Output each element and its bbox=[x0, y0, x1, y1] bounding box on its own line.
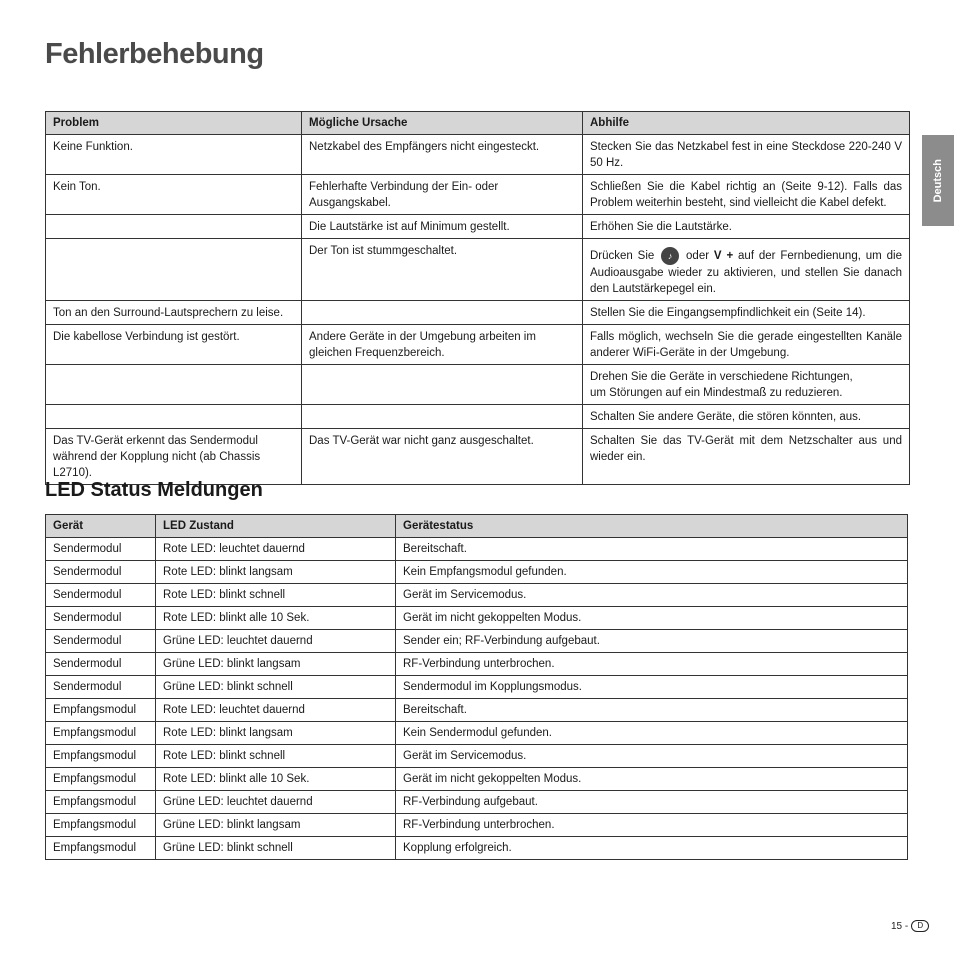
header-led-state: LED Zustand bbox=[156, 515, 396, 538]
table-row bbox=[46, 630, 908, 653]
remedy-cell: Schließen Sie die Kabel richtig an (Seite 9-12). Falls das Problem weiterhin besteht, sind vielleicht die Kabel defekt. bbox=[583, 175, 910, 215]
cause-cell: Andere Geräte in der Umgebung arbeiten im gleichen Frequenzbereich. bbox=[302, 325, 583, 365]
device-cell: Empfangsmodul bbox=[46, 791, 156, 814]
header-device-status: Gerätestatus bbox=[396, 515, 908, 538]
led-section-title: LED Status Meldungen bbox=[45, 479, 263, 501]
led-state-cell: Grüne LED: leuchtet dauernd bbox=[156, 630, 396, 653]
remedy-text-end: auf der Fernbedienung, um die Audioausgabe wieder zu aktivieren, und stellen Sie danach den Lautstärkepegel ein. bbox=[590, 250, 902, 295]
device-status-cell: Gerät im nicht gekoppelten Modus. bbox=[396, 607, 908, 630]
header-problem: Problem bbox=[46, 112, 302, 135]
problem-cell bbox=[46, 215, 302, 239]
device-status-cell: Gerät im nicht gekoppelten Modus. bbox=[396, 768, 908, 791]
device-cell: Sendermodul bbox=[46, 630, 156, 653]
cause-cell bbox=[302, 365, 583, 405]
led-state-cell: Grüne LED: blinkt langsam bbox=[156, 653, 396, 676]
problem-cell bbox=[46, 405, 302, 429]
problem-cell: Keine Funktion. bbox=[46, 135, 302, 175]
header-remedy: Abhilfe bbox=[583, 112, 910, 135]
problem-cell bbox=[46, 239, 302, 301]
remedy-cell: Schalten Sie andere Geräte, die stören könnten, aus. bbox=[583, 405, 910, 429]
device-cell: Empfangsmodul bbox=[46, 814, 156, 837]
problem-cell: Das TV-Gerät erkennt das Sendermodul während der Kopplung nicht (ab Chassis L2710). bbox=[46, 429, 302, 485]
device-cell: Sendermodul bbox=[46, 676, 156, 699]
device-status-cell: Gerät im Servicemodus. bbox=[396, 584, 908, 607]
led-state-cell: Rote LED: leuchtet dauernd bbox=[156, 538, 396, 561]
cause-cell: Netzkabel des Empfängers nicht eingesteckt. bbox=[302, 135, 583, 175]
remedy-cell: Stecken Sie das Netzkabel fest in eine Steckdose 220-240 V 50 Hz. bbox=[583, 135, 910, 175]
table-row bbox=[46, 768, 908, 791]
problem-cell bbox=[46, 365, 302, 405]
device-cell: Empfangsmodul bbox=[46, 722, 156, 745]
led-state-cell: Grüne LED: blinkt langsam bbox=[156, 814, 396, 837]
remedy-cell: Schalten Sie das TV-Gerät mit dem Netzschalter aus und wieder ein. bbox=[583, 429, 910, 485]
header-cause: Mögliche Ursache bbox=[302, 112, 583, 135]
table-row bbox=[46, 837, 908, 860]
device-status-cell: RF-Verbindung unterbrochen. bbox=[396, 814, 908, 837]
device-cell: Sendermodul bbox=[46, 653, 156, 676]
table-header-row bbox=[46, 112, 910, 135]
header-device: Gerät bbox=[46, 515, 156, 538]
table-row bbox=[46, 676, 908, 699]
problem-cell: Die kabellose Verbindung ist gestört. bbox=[46, 325, 302, 365]
remedy-cell bbox=[583, 239, 910, 301]
cause-cell bbox=[302, 405, 583, 429]
remedy-text-or: oder bbox=[686, 250, 710, 263]
remedy-line: Drehen Sie die Geräte in verschiedene Richtungen, bbox=[590, 371, 853, 383]
led-state-cell: Rote LED: blinkt alle 10 Sek. bbox=[156, 768, 396, 791]
cause-cell bbox=[302, 301, 583, 325]
page-title: Fehlerbehebung bbox=[45, 38, 264, 70]
device-cell: Empfangsmodul bbox=[46, 837, 156, 860]
page-number: 15 - bbox=[891, 920, 909, 932]
mute-icon: ♪ bbox=[661, 247, 679, 265]
device-status-cell: Kein Empfangsmodul gefunden. bbox=[396, 561, 908, 584]
device-status-cell: RF-Verbindung aufgebaut. bbox=[396, 791, 908, 814]
cause-cell: Die Lautstärke ist auf Minimum gestellt. bbox=[302, 215, 583, 239]
remedy-cell: Falls möglich, wechseln Sie die gerade eingestellten Kanäle anderer WiFi-Geräte in der Umgebung. bbox=[583, 325, 910, 365]
cause-cell: Der Ton ist stummgeschaltet. bbox=[302, 239, 583, 301]
language-badge: D bbox=[911, 920, 929, 932]
device-cell: Sendermodul bbox=[46, 538, 156, 561]
table-row bbox=[46, 538, 908, 561]
device-cell: Empfangsmodul bbox=[46, 745, 156, 768]
table-row bbox=[46, 175, 910, 215]
table-header-row bbox=[46, 515, 908, 538]
table-row bbox=[46, 699, 908, 722]
table-row bbox=[46, 745, 908, 768]
device-status-cell: Bereitschaft. bbox=[396, 538, 908, 561]
remedy-cell: Erhöhen Sie die Lautstärke. bbox=[583, 215, 910, 239]
device-status-cell: Kopplung erfolgreich. bbox=[396, 837, 908, 860]
device-cell: Empfangsmodul bbox=[46, 768, 156, 791]
device-cell: Sendermodul bbox=[46, 561, 156, 584]
device-status-cell: RF-Verbindung unterbrochen. bbox=[396, 653, 908, 676]
table-row bbox=[46, 791, 908, 814]
led-state-cell: Rote LED: blinkt langsam bbox=[156, 561, 396, 584]
table-row bbox=[46, 365, 910, 405]
led-state-cell: Rote LED: blinkt schnell bbox=[156, 584, 396, 607]
problem-cell: Ton an den Surround-Lautsprechern zu leise. bbox=[46, 301, 302, 325]
led-state-cell: Grüne LED: blinkt schnell bbox=[156, 676, 396, 699]
table-row bbox=[46, 814, 908, 837]
cause-cell: Das TV-Gerät war nicht ganz ausgeschaltet. bbox=[302, 429, 583, 485]
led-status-table bbox=[45, 514, 908, 860]
led-state-cell: Rote LED: blinkt langsam bbox=[156, 722, 396, 745]
problem-cell: Kein Ton. bbox=[46, 175, 302, 215]
table-row bbox=[46, 239, 910, 301]
table-row bbox=[46, 561, 908, 584]
remedy-line: um Störungen auf ein Mindestmaß zu reduzieren. bbox=[590, 387, 843, 399]
remedy-cell bbox=[583, 365, 910, 405]
device-cell: Sendermodul bbox=[46, 584, 156, 607]
table-row bbox=[46, 325, 910, 365]
led-state-cell: Grüne LED: leuchtet dauernd bbox=[156, 791, 396, 814]
table-row bbox=[46, 429, 910, 485]
led-state-cell: Rote LED: blinkt schnell bbox=[156, 745, 396, 768]
device-status-cell: Gerät im Servicemodus. bbox=[396, 745, 908, 768]
troubleshooting-table bbox=[45, 111, 910, 485]
table-row bbox=[46, 215, 910, 239]
device-status-cell: Kein Sendermodul gefunden. bbox=[396, 722, 908, 745]
remedy-text-start: Drücken Sie bbox=[590, 250, 655, 263]
led-state-cell: Grüne LED: blinkt schnell bbox=[156, 837, 396, 860]
led-state-cell: Rote LED: leuchtet dauernd bbox=[156, 699, 396, 722]
table-row bbox=[46, 653, 908, 676]
device-status-cell: Bereitschaft. bbox=[396, 699, 908, 722]
led-state-cell: Rote LED: blinkt alle 10 Sek. bbox=[156, 607, 396, 630]
table-row bbox=[46, 301, 910, 325]
table-row bbox=[46, 135, 910, 175]
device-status-cell: Sender ein; RF-Verbindung aufgebaut. bbox=[396, 630, 908, 653]
page-footer bbox=[891, 920, 929, 932]
table-row bbox=[46, 584, 908, 607]
volume-up-key: V + bbox=[713, 250, 734, 263]
remedy-cell: Stellen Sie die Eingangsempfindlichkeit ein (Seite 14). bbox=[583, 301, 910, 325]
cause-cell: Fehlerhafte Verbindung der Ein- oder Ausgangskabel. bbox=[302, 175, 583, 215]
device-cell: Empfangsmodul bbox=[46, 699, 156, 722]
table-row bbox=[46, 607, 908, 630]
language-tab-label: Deutsch bbox=[932, 158, 944, 203]
table-row bbox=[46, 405, 910, 429]
device-cell: Sendermodul bbox=[46, 607, 156, 630]
language-tab bbox=[922, 135, 954, 226]
table-row bbox=[46, 722, 908, 745]
device-status-cell: Sendermodul im Kopplungsmodus. bbox=[396, 676, 908, 699]
